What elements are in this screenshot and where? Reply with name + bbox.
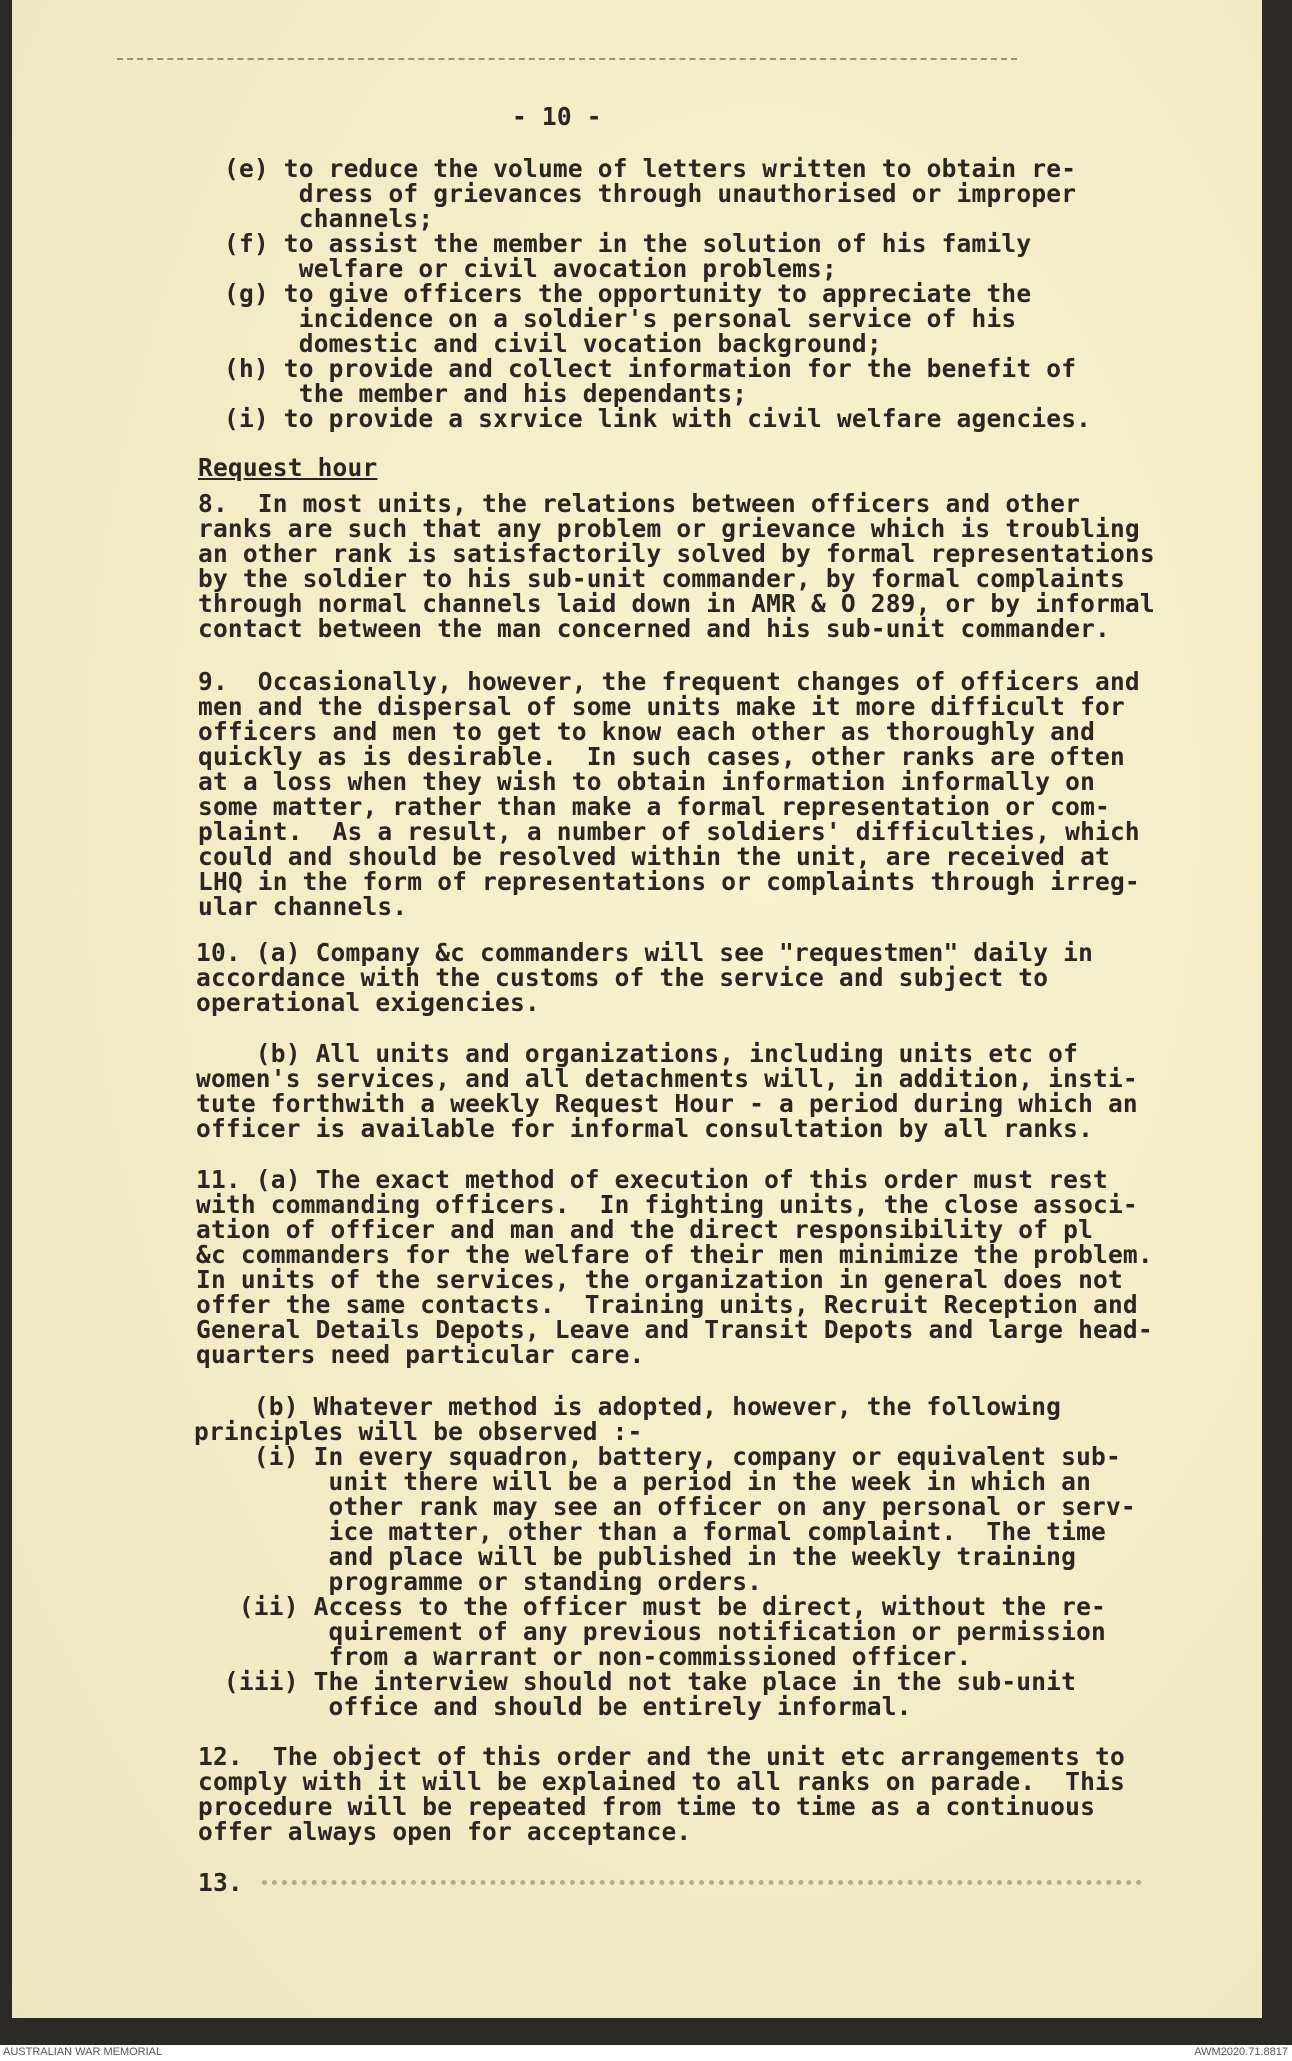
list-items-e-to-i: (e) to reduce the volume of letters written to obtain re- dress of grievances through unauthorised or improper channels; (f) to assist the member in the solution of his family welfare or civil avocation problems; (g) to give officers the opportunity to appreciate the incidence on a soldier's personal service of his domestic and civil vocation background; (h) to provide and collect information for the benefit of the member and his dependants; (i) to provide a sxrvice link with civil welfare agencies. [224,154,1092,433]
archive-footer [0,2045,1292,2061]
page-number: - 10 - [512,102,602,131]
paragraph-11a: 11. (a) The exact method of execution of this order must rest with commanding officers. In fighting units, the close associ- ation of officer and man and the direct responsibility of pl &c commanders for the welfare of their men minimize the problem. In units of the services, the organization in general does not offer the same contacts. Training units, Recruit Reception and General Details Depots, Leave and Transit Depots and large head- quarters need particular care. [196,1165,1153,1369]
faded-header-marks [117,58,1017,64]
paragraph-9: 9. Occasionally, however, the frequent changes of officers and men and the dispersal of some units make it more difficult for officers and men to get to know each other as thoroughly and quickly as is desirable. In such cases, other ranks are often at a loss when they wish to obtain information informally on some matter, rather than make a formal representation or com- plaint. As a result, a number of soldiers' difficulties, which could and should be resolved within the unit, are received at LHQ in the form of representations or complaints through irreg- ular channels. [198,667,1140,921]
paragraph-12: 12. The object of this order and the unit etc arrangements to comply with it will be explained to all ranks on parade. This procedure will be repeated from time to time as a continuous offer always open for acceptance. [198,1742,1125,1846]
footer-institution: AUSTRALIAN WAR MEMORIAL [3,2046,163,2058]
section-heading-request-hour: Request hour [198,453,378,482]
paragraph-10a: 10. (a) Company &c commanders will see "requestmen" daily in accordance with the customs of the service and subject to operational exigencies. [196,938,1094,1017]
paragraph-11b: (b) Whatever method is adopted, however, the following principles will be observed :- (i) In every squadron, battery, company or equivalent sub- unit there will be a period in the week in which an other rank may see an officer on any personal or serv- ice matter, other than a formal complaint. The time and place will be published in the weekly training programme or standing orders. (ii) Access to the officer must be direct, without the re- quirement of any previous notification or permission from a warrant or non-commissioned officer. (iii) The interview should not take place in the sub-unit office and should be entirely informal. [194,1392,1136,1721]
paragraph-8: 8. In most units, the relations between officers and other ranks are such that any problem or grievance which is troubling an other rank is satisfactorily solved by formal representations by the soldier to his sub-unit commander, by formal complaints through normal channels laid down in AMR & O 289, or by informal contact between the man concerned and his sub-unit commander. [198,489,1155,643]
paragraph-10b: (b) All units and organizations, including units etc of women's services, and all detachments will, in addition, insti- tute forthwith a weekly Request Hour - a period during which an officer is available for informal consultation by all ranks. [196,1039,1138,1143]
paragraph-13-number: 13. [198,1868,243,1897]
footer-reference: AWM2020.71.8817 [1194,2046,1288,2058]
faded-paragraph-13-text [262,1880,1142,1895]
